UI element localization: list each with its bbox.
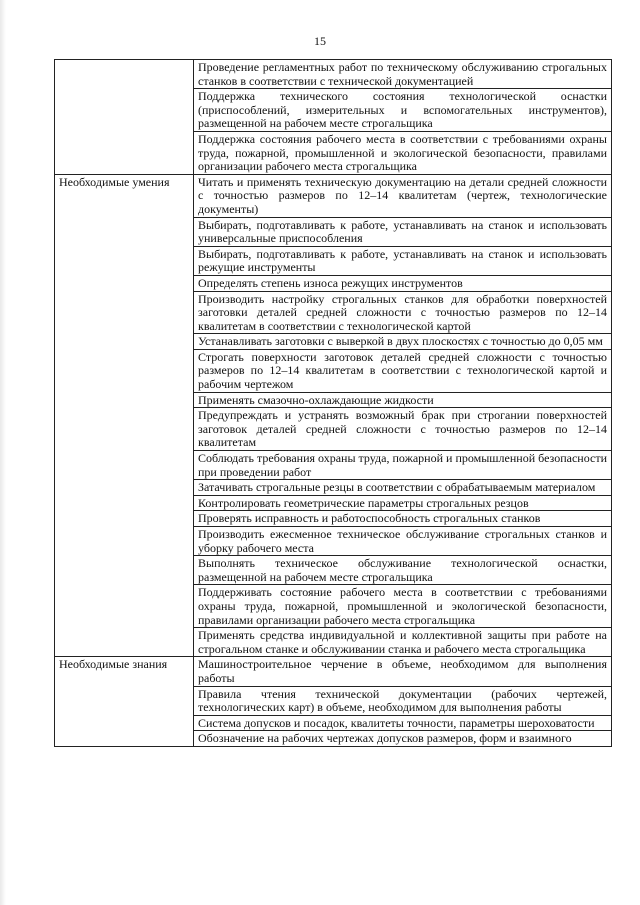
requirement-item: Проверять исправность и работоспособность строгальных станков bbox=[194, 511, 612, 527]
requirement-item: Устанавливать заготовки с выверкой в двух плоскостях с точностью до 0,05 мм bbox=[194, 334, 612, 350]
requirement-item: Система допусков и посадок, квалитеты точности, параметры шероховатости bbox=[194, 715, 612, 731]
table-row bbox=[55, 556, 612, 585]
requirement-item: Обозначение на рабочих чертежах допусков размеров, форм и взаимного bbox=[194, 731, 612, 747]
category-cell bbox=[55, 527, 194, 556]
table-row bbox=[55, 408, 612, 451]
table-row bbox=[55, 131, 612, 174]
table-row bbox=[55, 686, 612, 715]
requirement-item: Выбирать, подготавливать к работе, устанавливать на станок и использовать режущие инструменты bbox=[194, 246, 612, 275]
table-row bbox=[55, 527, 612, 556]
table-row bbox=[55, 657, 612, 686]
requirement-item: Проведение регламентных работ по техническому обслуживанию строгальных станков в соответствии с технической документацией bbox=[194, 60, 612, 89]
table-row bbox=[55, 291, 612, 334]
table-row bbox=[55, 349, 612, 392]
table-row bbox=[55, 392, 612, 408]
requirement-item: Соблюдать требования охраны труда, пожарной и промышленной безопасности при проведении работ bbox=[194, 451, 612, 480]
requirement-item: Правила чтения технической документации (рабочих чертежей, технологических карт) в объеме, необходимом для выполнения работы bbox=[194, 686, 612, 715]
requirement-item: Поддерживать состояние рабочего места в соответствии с требованиями охраны труда, пожарной, промышленной и экологической безопасности, правилами организации рабочего места строгальщика bbox=[194, 585, 612, 628]
category-cell bbox=[55, 89, 194, 132]
requirement-item: Выполнять техническое обслуживание технологической оснастки, размещенной на рабочем месте строгальщика bbox=[194, 556, 612, 585]
table-row bbox=[55, 495, 612, 511]
requirement-item: Затачивать строгальные резцы в соответствии с обрабатываемым материалом bbox=[194, 480, 612, 496]
scan-edge-shadow bbox=[0, 0, 6, 905]
table-row bbox=[55, 451, 612, 480]
table-row bbox=[55, 585, 612, 628]
table-row bbox=[55, 217, 612, 246]
category-cell bbox=[55, 60, 194, 89]
category-cell bbox=[55, 511, 194, 527]
table-row bbox=[55, 275, 612, 291]
category-cell bbox=[55, 585, 194, 628]
requirement-item: Читать и применять техническую документацию на детали средней сложности с точностью размеров по 12–14 квалитетам (чертеж, технологические документы) bbox=[194, 174, 612, 217]
requirement-item: Выбирать, подготавливать к работе, устанавливать на станок и использовать универсальные приспособления bbox=[194, 217, 612, 246]
requirement-item: Строгать поверхности заготовок деталей средней сложности с точностью размеров по 12–14 квалитетам в соответствии с технологической картой и рабочим чертежом bbox=[194, 349, 612, 392]
table-row bbox=[55, 480, 612, 496]
category-cell bbox=[55, 628, 194, 657]
table-row bbox=[55, 715, 612, 731]
requirement-item: Применять смазочно-охлаждающие жидкости bbox=[194, 392, 612, 408]
category-cell bbox=[55, 392, 194, 408]
table-row bbox=[55, 246, 612, 275]
table-row bbox=[55, 334, 612, 350]
category-cell: Необходимые умения bbox=[55, 174, 194, 217]
requirement-item: Предупреждать и устранять возможный брак при строгании поверхностей заготовок деталей средней сложности с точностью размеров по 12–14 квалитетам bbox=[194, 408, 612, 451]
requirements-table-body bbox=[55, 60, 612, 747]
requirement-item: Производить настройку строгальных станков для обработки поверхностей заготовки деталей средней сложности с точностью размеров по 12–14 квалитетам в соответствии с технологической картой bbox=[194, 291, 612, 334]
table-row bbox=[55, 731, 612, 747]
page-number: 15 bbox=[314, 34, 326, 48]
category-cell bbox=[55, 556, 194, 585]
category-cell bbox=[55, 408, 194, 451]
table-row bbox=[55, 628, 612, 657]
category-cell bbox=[55, 275, 194, 291]
table-row bbox=[55, 511, 612, 527]
category-cell bbox=[55, 715, 194, 731]
category-cell bbox=[55, 131, 194, 174]
category-cell bbox=[55, 334, 194, 350]
category-cell bbox=[55, 451, 194, 480]
table-row bbox=[55, 174, 612, 217]
category-cell bbox=[55, 731, 194, 747]
category-cell bbox=[55, 495, 194, 511]
requirement-item: Производить ежесменное техническое обслуживание строгальных станков и уборку рабочего места bbox=[194, 527, 612, 556]
category-cell bbox=[55, 291, 194, 334]
category-cell bbox=[55, 246, 194, 275]
category-cell bbox=[55, 686, 194, 715]
requirement-item: Применять средства индивидуальной и коллективной защиты при работе на строгальном станке и обслуживании станка и рабочего места строгальщика bbox=[194, 628, 612, 657]
requirement-item: Поддержка технического состояния технологической оснастки (приспособлений, измерительных и вспомогательных инструментов), размещенной на рабочем месте строгальщика bbox=[194, 89, 612, 132]
table-row bbox=[55, 89, 612, 132]
requirement-item: Определять степень износа режущих инструментов bbox=[194, 275, 612, 291]
category-cell bbox=[55, 480, 194, 496]
table-row bbox=[55, 60, 612, 89]
requirement-item: Машиностроительное черчение в объеме, необходимом для выполнения работы bbox=[194, 657, 612, 686]
requirement-item: Поддержка состояния рабочего места в соответствии с требованиями охраны труда, пожарной, промышленной и экологической безопасности, правилами организации рабочего места строгальщика bbox=[194, 131, 612, 174]
requirements-table bbox=[54, 59, 612, 747]
category-cell: Необходимые знания bbox=[55, 657, 194, 686]
requirement-item: Контролировать геометрические параметры строгальных резцов bbox=[194, 495, 612, 511]
category-cell bbox=[55, 217, 194, 246]
category-cell bbox=[55, 349, 194, 392]
